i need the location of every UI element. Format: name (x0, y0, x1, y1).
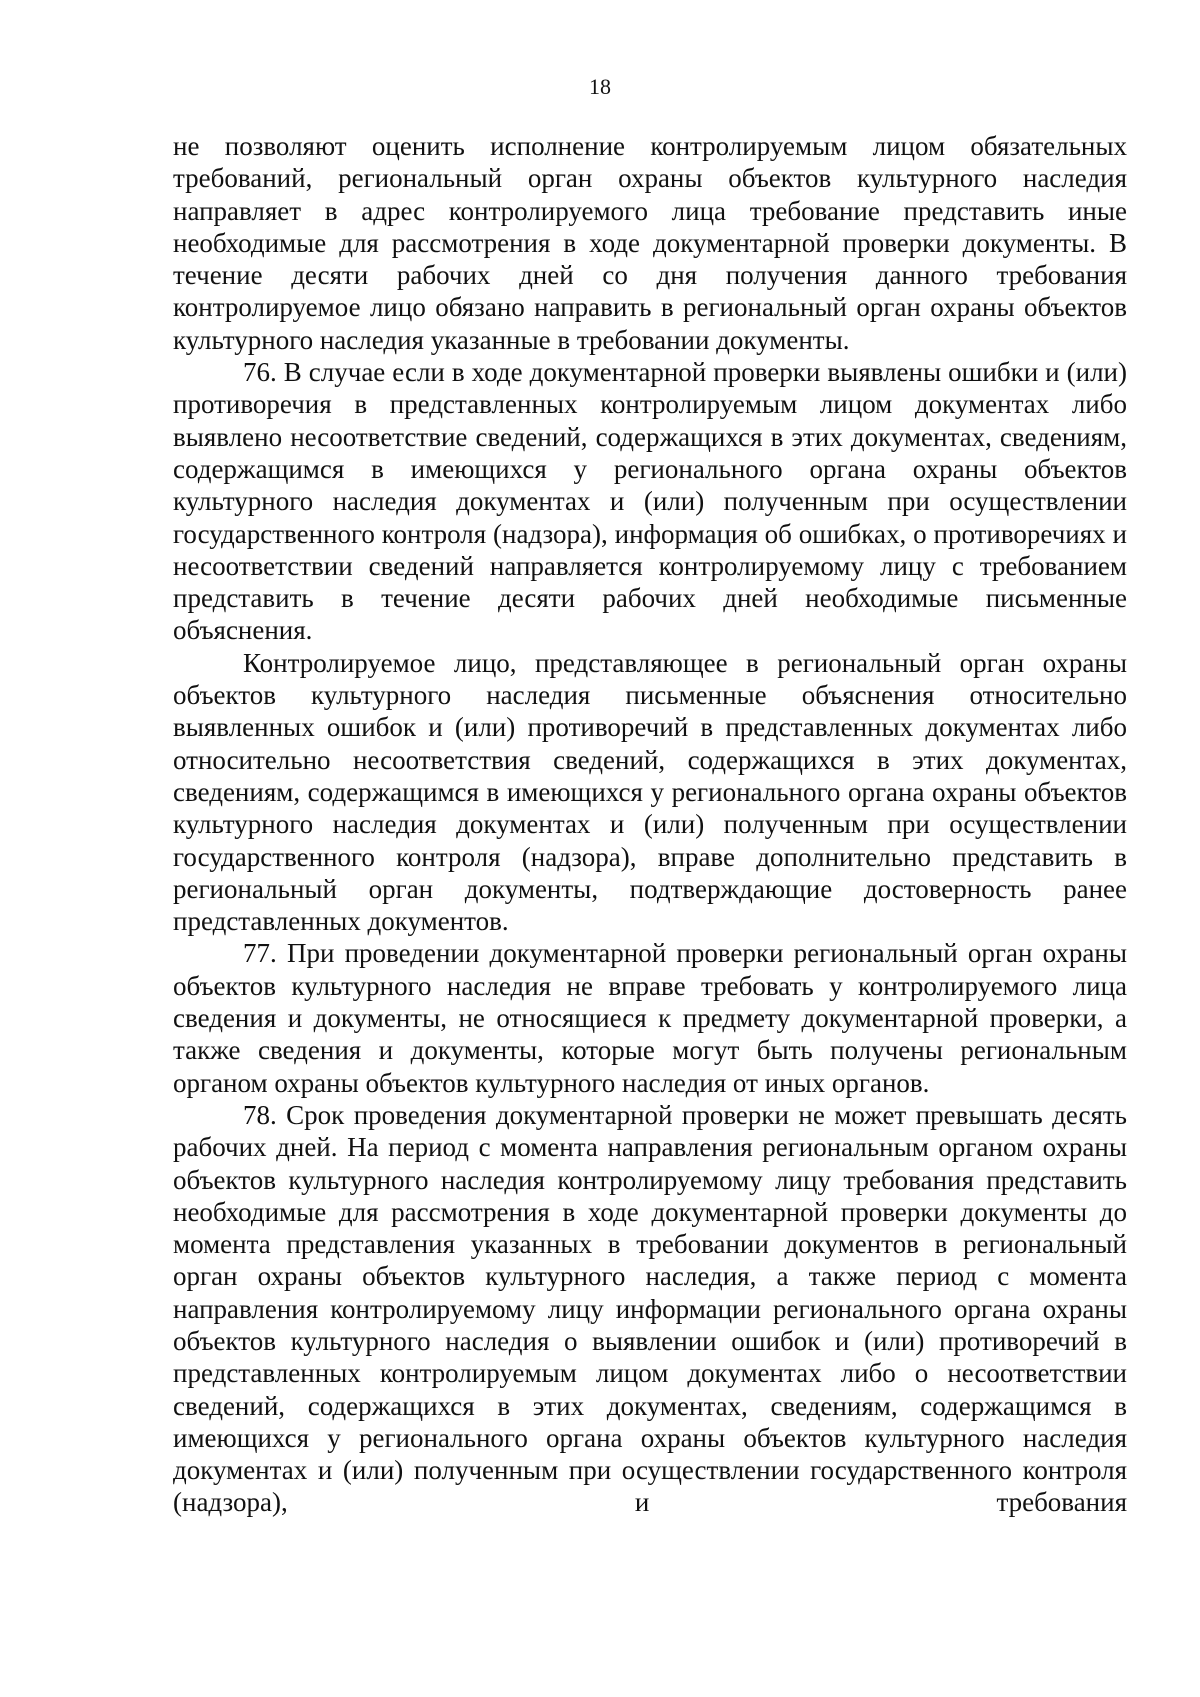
paragraph-item-77: 77. При проведении документарной проверки региональный орган охраны объектов культурного наследия не вправе требовать у контролируемого лица сведения и документы, не относящиеся к предмету документарной проверки, а также сведения и документы, которые могут быть получены региональным органом охраны объектов культурного наследия от иных органов. (173, 938, 1127, 1098)
page-number: 18 (589, 74, 611, 99)
paragraph-continuation: не позволяют оценить исполнение контролируемым лицом обязательных требований, региональный орган охраны объектов культурного наследия направляет в адрес контролируемого лица требование представить иные необходимые для рассмотрения в ходе документарной проверки документы. В течение десяти рабочих дней со дня получения данного требования контролируемое лицо обязано направить в региональный орган охраны объектов культурного наследия указанные в требовании документы. (173, 131, 1127, 355)
paragraph-item-76-explanations: Контролируемое лицо, представляющее в региональный орган охраны объектов культурного наследия письменные объяснения относительно выявленных ошибок и (или) противоречий в представленных документах либо относительно несоответствия сведений, содержащихся в этих документах, сведениям, содержащимся в имеющихся у регионального органа охраны объектов культурного наследия документах и (или) полученным при осуществлении государственного контроля (надзора), вправе дополнительно представить в региональный орган документы, подтверждающие достоверность ранее представленных документов. (173, 647, 1127, 937)
paragraph-item-78: 78. Срок проведения документарной проверки не может превышать десять рабочих дней. На период с момента направления региональным органом охраны объектов культурного наследия контролируемому лицу требования представить необходимые для рассмотрения в ходе документарной проверки документы до момента представления указанных в требовании документов в региональный орган охраны объектов культурного наследия, а также период с момента направления контролируемому лицу информации регионального органа охраны объектов культурного наследия о выявлении ошибок и (или) противоречий в представленных контролируемым лицом документах либо о несоответствии сведений, содержащихся в этих документах, сведениям, содержащимся в имеющихся у регионального органа охраны объектов культурного наследия документах и (или) полученным при осуществлении государственного контроля (надзора), и требования (173, 1099, 1127, 1518)
paragraph-item-76: 76. В случае если в ходе документарной проверки выявлены ошибки и (или) противоречия в представленных контролируемым лицом документах либо выявлено несоответствие сведений, содержащихся в этих документах, сведениям, содержащимся в имеющихся у регионального органа охраны объектов культурного наследия документах и (или) полученным при осуществлении государственного контроля (надзора), информация об ошибках, о противоречиях и несоответствии сведений направляется контролируемому лицу с требованием представить в течение десяти рабочих дней необходимые письменные объяснения. (173, 357, 1127, 646)
document-body (173, 130, 1127, 1519)
